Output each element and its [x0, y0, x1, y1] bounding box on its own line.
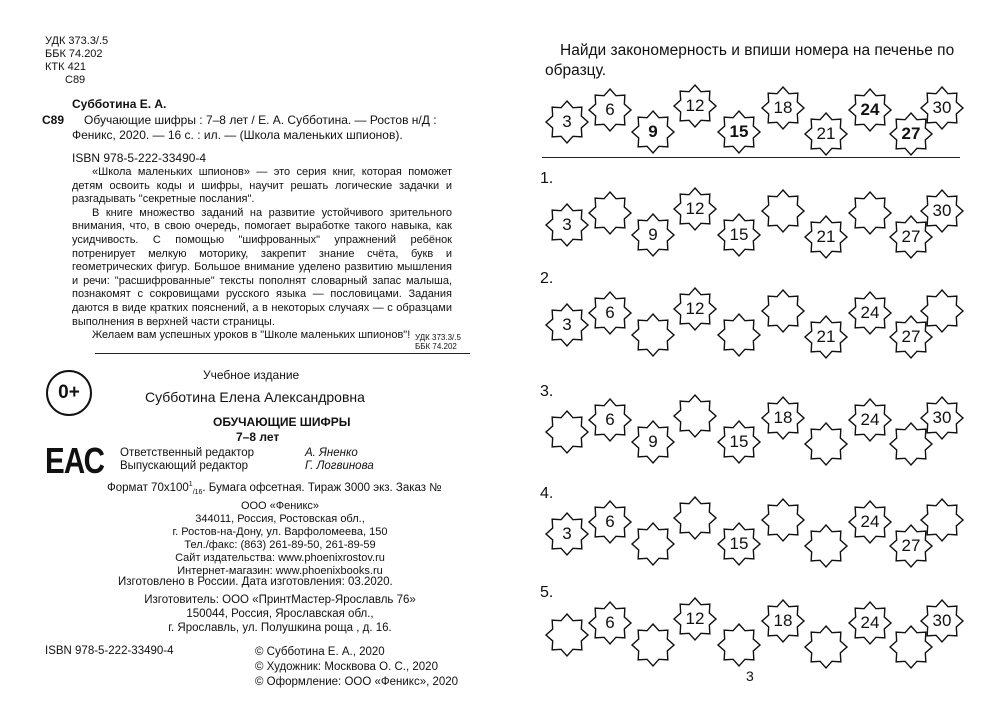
issuing-editor-label: Выпускающий редактор: [120, 460, 249, 472]
cookie-star: [631, 110, 675, 154]
cookie-star: [673, 187, 717, 231]
cookie-star: [673, 597, 717, 641]
cookie-number: 12: [685, 96, 705, 115]
copyright-block: [255, 645, 458, 690]
cookie-number: [717, 623, 761, 667]
bib-line-1: Обучающие шифры : 7–8 лет / Е. А. Субботина. — Ростов н/Д :: [84, 113, 437, 127]
cookie-number: 6: [605, 303, 615, 322]
cookie-star: [673, 84, 717, 128]
cookie-number: 6: [605, 410, 615, 429]
cookie-number: 30: [932, 611, 952, 630]
example-divider: [542, 157, 960, 158]
cookie-star: [588, 88, 632, 132]
cookie-number: 30: [932, 201, 952, 220]
cookie-star: [920, 396, 964, 440]
eac-logo: ЕАС: [45, 440, 105, 481]
cookie-star: [920, 599, 964, 643]
cookie-number: 12: [685, 199, 705, 218]
cookie-star: [848, 88, 892, 132]
divider: [95, 353, 470, 354]
cookie-number: 15: [729, 534, 749, 553]
cookie-number: [761, 498, 805, 542]
cookie-number: 24: [860, 410, 880, 429]
book-title: ОБУЧАЮЩИЕ ШИФРЫ: [213, 415, 351, 429]
bib-line-2: Феникс, 2020. — 16 с. : ил. — (Школа маленьких шпионов).: [72, 128, 403, 142]
cookie-star: [804, 422, 848, 466]
manufacturer-line: г. Ярославль, ул. Полушкина роща , д. 16.: [168, 622, 392, 634]
cookie-number: 21: [816, 227, 836, 246]
age-subtitle: 7–8 лет: [236, 430, 280, 444]
cookie-star: [673, 394, 717, 438]
cookie-number: 9: [648, 122, 658, 141]
cookie-star: [588, 191, 632, 235]
copyright-line: © Субботина Е. А., 2020: [255, 646, 385, 658]
cookie-star: [804, 112, 848, 156]
publisher-line: Сайт издательства: www.phoenixrostov.ru: [175, 552, 385, 564]
cookie-number: 6: [605, 613, 615, 632]
task-number: 3.: [540, 383, 554, 400]
publisher-line: ООО «Феникс»: [240, 500, 320, 512]
cookie-number: [920, 289, 964, 333]
cookie-number: 21: [816, 124, 836, 143]
page-number: 3: [746, 668, 754, 684]
cookie-star: [717, 623, 761, 667]
task-number: 4.: [540, 485, 554, 502]
cookie-star: [545, 100, 589, 144]
cookie-number: [717, 313, 761, 357]
cookie-star: [545, 410, 589, 454]
bbk-small: ББК 74.202: [415, 342, 457, 351]
cookie-star: [673, 287, 717, 331]
publisher-line: г. Ростов-на-Дону, ул. Варфоломеева, 150: [172, 526, 388, 538]
cookie-number: 9: [648, 432, 658, 451]
cookie-number: 3: [562, 112, 572, 131]
cookie-star: [717, 313, 761, 357]
cookie-number: 9: [648, 225, 658, 244]
cookie-number: [673, 496, 717, 540]
annotation-paragraph: «Школа маленьких шпионов» — это серия книг, которая поможет детям освоить коды и шифры, научит решать логические задачки и разгадывать "секретные послания".: [72, 166, 452, 206]
cookie-star: [588, 500, 632, 544]
cookie-number: 24: [860, 100, 880, 119]
cookie-number: [804, 422, 848, 466]
cookie-star: [545, 512, 589, 556]
cookie-star: [761, 498, 805, 542]
cookie-star: [804, 315, 848, 359]
cookie-star: [920, 289, 964, 333]
cookie-star: [588, 398, 632, 442]
author-code: С89: [65, 74, 86, 86]
cookie-number: 3: [562, 215, 572, 234]
manufacturer-line: Изготовитель: ООО «ПринтМастер-Ярославль 76»: [144, 594, 416, 606]
cookie-star: [920, 189, 964, 233]
cookie-number: 3: [562, 315, 572, 334]
cookie-number: 15: [729, 122, 749, 141]
cookie-star: [804, 625, 848, 669]
copyright-line: © Оформление: ООО «Феникс», 2020: [255, 676, 459, 688]
annotation-paragraph: Желаем вам успешных уроков в "Школе маленьких шпионов"!: [92, 329, 411, 342]
cookie-number: 27: [901, 124, 921, 143]
cookie-number: 6: [605, 512, 615, 531]
cookie-star: [588, 601, 632, 645]
cookie-number: [804, 524, 848, 568]
cookie-number: 15: [729, 225, 749, 244]
cookie-number: [545, 613, 589, 657]
cookie-star: [631, 213, 675, 257]
annotation: [72, 166, 452, 343]
cookie-star: [717, 420, 761, 464]
cookie-star: [848, 398, 892, 442]
cookie-star: [761, 289, 805, 333]
cookie-star: [848, 191, 892, 235]
cookie-star: [545, 303, 589, 347]
cookie-star: [717, 110, 761, 154]
cookie-star: [761, 396, 805, 440]
cookie-star: [631, 420, 675, 464]
copyright-line: © Художник: Москвова О. С., 2020: [255, 661, 438, 673]
cookie-star: [848, 291, 892, 335]
isbn-bottom: ISBN 978-5-222-33490-4: [45, 645, 174, 657]
issuing-editor-name: Г. Логвинова: [305, 460, 374, 472]
made-in-line: Изготовлено в России. Дата изготовления: 03.2020.: [118, 576, 393, 588]
cookie-star: [545, 203, 589, 247]
cookie-number: [631, 313, 675, 357]
cookie-star: [804, 215, 848, 259]
cookie-number: [588, 191, 632, 235]
ktk-label: КТК 421: [45, 61, 86, 73]
cookie-number: [761, 189, 805, 233]
cookie-number: [631, 623, 675, 667]
cookie-number: 27: [901, 227, 921, 246]
cookie-number: [631, 522, 675, 566]
cookie-star: [848, 500, 892, 544]
cookie-number: 27: [901, 327, 921, 346]
cookie-number: 24: [860, 613, 880, 632]
instruction-line-2: образцу.: [545, 62, 607, 79]
cookie-number: 18: [773, 408, 793, 427]
cookie-number: 6: [605, 100, 615, 119]
cookie-number: [848, 191, 892, 235]
annotation-paragraph: В книге множество заданий на развитие устойчивого зрительного внимания, что, в свою очередь, помогает выработке такого навыка, как усидчивость. С помощью "шифрованных" упражнений ребёнок потренирует мелкую моторику, закрепит знание счёта, букв и геометрических фигур. Большое внимание уделено развитию мышления и речи: "расшифрованные" тексты пополнят словарный запас малыша, познакомят с сокровищами русского языка — пословицами. Задания даются в виде кратких пояснений, а в некоторых случаях — с образцами выполнения в верхней части страницы.: [72, 206, 452, 328]
udk-small: УДК 373.3/.5: [415, 333, 461, 342]
task-number: 1.: [540, 170, 554, 187]
author-heading: Субботина Е. А.: [72, 97, 167, 111]
cookie-number: 12: [685, 609, 705, 628]
manufacturer-line: 150044, Россия, Ярославская обл.,: [186, 608, 374, 620]
cookie-star: [631, 623, 675, 667]
cookie-number: 18: [773, 611, 793, 630]
cookie-number: 30: [932, 408, 952, 427]
cookie-star: [761, 599, 805, 643]
cookie-star: [673, 496, 717, 540]
author-full-name: Субботина Елена Александровна: [145, 389, 365, 405]
catalog-code: С89: [42, 113, 65, 127]
isbn-top: ISBN 978-5-222-33490-4: [72, 151, 207, 165]
bbk-label: ББК 74.202: [45, 48, 103, 60]
publisher-line: 344011, Россия, Ростовская обл.,: [195, 513, 365, 525]
responsible-editor-name: А. Яненко: [305, 447, 358, 459]
cookie-star: [761, 189, 805, 233]
publisher-line: Интернет-магазин: www.phoenixbooks.ru: [177, 565, 383, 577]
responsible-editor-label: Ответственный редактор: [120, 447, 255, 459]
cookie-number: 15: [729, 432, 749, 451]
cookie-star: [588, 291, 632, 335]
publisher-line: Тел./факс: (863) 261-89-50, 261-89-59: [184, 539, 376, 551]
cookie-number: 21: [816, 327, 836, 346]
cookie-star: [545, 613, 589, 657]
cookie-number: [920, 498, 964, 542]
cookie-number: 27: [901, 536, 921, 555]
cookie-star: [848, 601, 892, 645]
format-line: Формат $70х100^1_{/16}$. Бумага офсетная. Тираж 3000 экз. Заказ №: [107, 481, 442, 497]
age-rating-badge: [46, 370, 92, 416]
cookie-number: 12: [685, 299, 705, 318]
cookie-number: 24: [860, 303, 880, 322]
cookie-number: 24: [860, 512, 880, 531]
edition-type: Учебное издание: [203, 368, 300, 382]
cookie-number: 30: [932, 98, 952, 117]
publisher-info: [130, 500, 430, 578]
cookie-star: [717, 522, 761, 566]
cookie-star: [631, 313, 675, 357]
age-rating-text: 0+: [58, 382, 80, 403]
cookie-star: [631, 522, 675, 566]
cookie-number: 3: [562, 524, 572, 543]
cookie-number: [545, 410, 589, 454]
udk-label: УДК 373.3/.5: [45, 35, 109, 47]
cookie-star: [804, 524, 848, 568]
cookie-number: [673, 394, 717, 438]
cookie-star: [920, 498, 964, 542]
cookie-number: [761, 289, 805, 333]
cookie-star: [920, 86, 964, 130]
instruction-line-1: Найди закономерность и впиши номера на печенье по: [560, 42, 955, 59]
task-number: 5.: [540, 584, 554, 601]
cookie-star: [761, 86, 805, 130]
cookie-star: [717, 213, 761, 257]
task-number: 2.: [540, 270, 554, 287]
cookie-number: 18: [773, 98, 793, 117]
cookie-number: [804, 625, 848, 669]
manufacturer-info: [115, 593, 445, 635]
